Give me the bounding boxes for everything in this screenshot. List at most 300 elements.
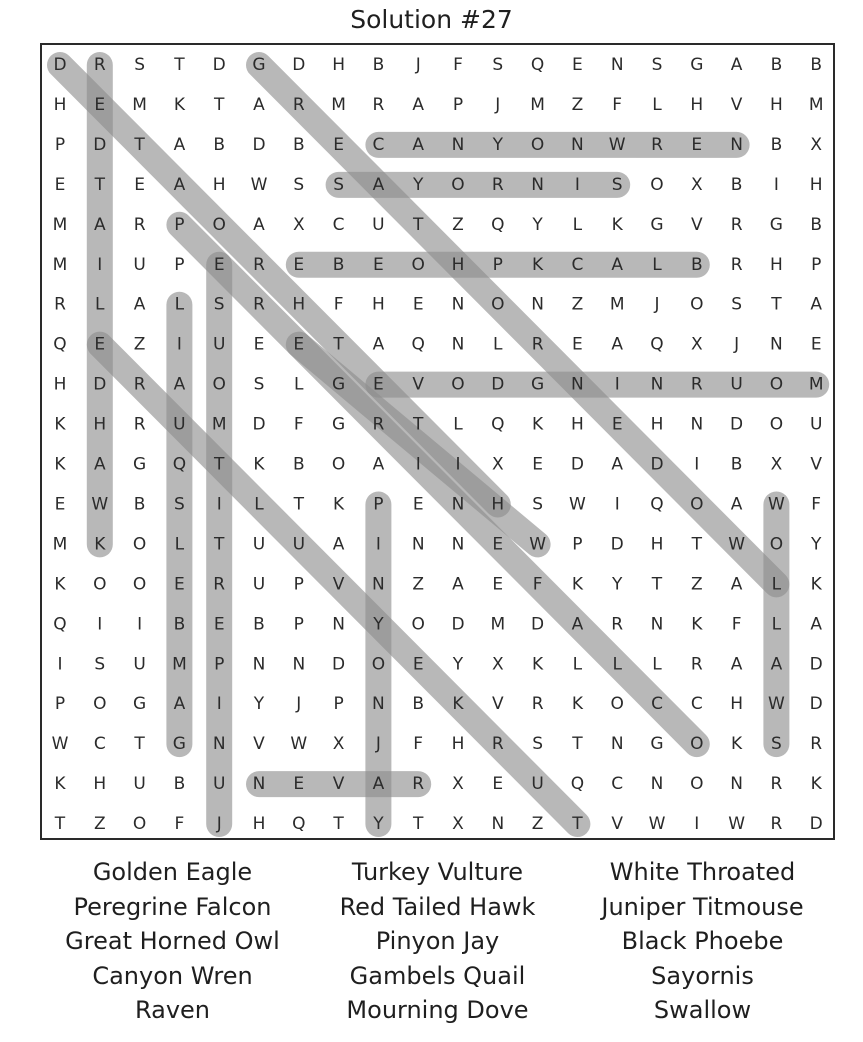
- grid-letter: W: [728, 534, 746, 555]
- grid-letter: F: [413, 734, 424, 755]
- grid-letter: Q: [411, 334, 425, 355]
- grid-letter: M: [132, 94, 147, 115]
- grid-letter: V: [412, 374, 425, 395]
- grid-letter: H: [93, 414, 107, 435]
- grid-letter: N: [451, 494, 465, 515]
- grid-letter: I: [773, 174, 779, 195]
- grid-letter: B: [292, 134, 305, 155]
- grid-letter: V: [491, 694, 504, 715]
- grid-letter: G: [650, 734, 664, 755]
- grid-letter: K: [532, 254, 544, 275]
- grid-letter: O: [411, 614, 425, 635]
- grid-letter: V: [690, 214, 703, 235]
- grid-letter: E: [94, 334, 106, 355]
- grid-letter: N: [650, 374, 664, 395]
- word-list-column-2: [305, 855, 570, 1028]
- grid-letter: G: [690, 55, 704, 75]
- word-item: Pinyon Jay: [375, 927, 500, 955]
- grid-letter: R: [491, 174, 504, 195]
- grid-letter: X: [690, 174, 703, 195]
- grid-letter: M: [808, 94, 824, 115]
- grid-letter: O: [451, 174, 465, 195]
- grid-letter: O: [491, 294, 505, 315]
- grid-letter: R: [770, 814, 783, 835]
- grid-letter: A: [730, 654, 743, 675]
- grid-letter: N: [292, 654, 306, 675]
- grid-letter: S: [651, 55, 663, 75]
- grid-letter: K: [452, 694, 464, 715]
- grid-letter: N: [571, 134, 584, 155]
- grid-letter: M: [808, 374, 824, 395]
- grid-letter: X: [491, 654, 504, 675]
- grid-letter: W: [51, 734, 69, 755]
- grid-letter: U: [372, 214, 385, 235]
- grid-letter: B: [810, 55, 823, 75]
- grid-letter: O: [93, 574, 107, 595]
- grid-letter: P: [452, 94, 464, 115]
- grid-letter: K: [54, 414, 66, 435]
- grid-letter: S: [611, 174, 623, 195]
- word-item: Juniper Titmouse: [601, 892, 804, 921]
- grid-letter: N: [491, 814, 505, 835]
- grid-letter: Q: [491, 214, 505, 235]
- word-list-column-3: [570, 855, 835, 1028]
- grid-letter: P: [174, 254, 185, 275]
- grid-letter: B: [292, 454, 305, 475]
- word-list: [40, 855, 835, 1028]
- grid-letter: G: [172, 734, 186, 755]
- grid-letter: D: [212, 55, 226, 75]
- grid-letter: W: [91, 494, 109, 515]
- grid-letter: R: [133, 374, 146, 395]
- grid-letter: H: [770, 94, 783, 115]
- grid-letter: F: [811, 494, 822, 515]
- grid-letter: P: [333, 694, 344, 715]
- grid-letter: L: [652, 94, 662, 115]
- grid-letter: A: [372, 174, 385, 195]
- grid-letter: E: [94, 94, 106, 115]
- word-item: Red Tailed Hawk: [339, 892, 536, 921]
- grid-letter: R: [253, 294, 265, 315]
- grid-letter: A: [372, 774, 385, 795]
- grid-letter: R: [54, 294, 66, 315]
- grid-letter: Z: [93, 814, 106, 835]
- grid-letter: R: [770, 774, 783, 795]
- grid-letter: H: [690, 94, 704, 115]
- grid-letter: E: [412, 494, 424, 515]
- grid-letter: A: [611, 454, 624, 475]
- grid-letter: S: [532, 494, 543, 515]
- grid-letter: I: [574, 174, 580, 195]
- grid-letter: T: [691, 534, 702, 555]
- grid-letter: A: [332, 534, 345, 555]
- grid-letter: R: [372, 414, 385, 435]
- grid-letter: N: [650, 774, 664, 795]
- grid-letter: C: [372, 134, 385, 155]
- grid-letter: K: [54, 454, 66, 475]
- grid-letter: R: [93, 55, 106, 75]
- word-item: Mourning Dove: [346, 996, 529, 1024]
- grid-letter: K: [54, 574, 66, 595]
- grid-letter: O: [610, 694, 624, 715]
- grid-letter: F: [453, 55, 463, 75]
- grid-letter: K: [333, 494, 345, 515]
- grid-letter: N: [411, 534, 425, 555]
- grid-letter: P: [811, 254, 822, 275]
- grid-letter: S: [213, 294, 225, 315]
- grid-letter: U: [133, 774, 146, 795]
- grid-letter: P: [214, 654, 225, 675]
- grid-letter: N: [212, 734, 226, 755]
- grid-letter: R: [651, 134, 663, 155]
- grid-letter: R: [133, 214, 146, 235]
- grid-letter: I: [97, 254, 103, 275]
- grid-letter: E: [54, 174, 66, 195]
- grid-letter: L: [612, 654, 622, 675]
- word-item: Canyon Wren: [92, 961, 253, 990]
- grid-letter: T: [54, 814, 66, 835]
- grid-letter: T: [214, 534, 225, 555]
- grid-letter: T: [771, 294, 782, 315]
- grid-letter: E: [572, 55, 583, 75]
- grid-letter: U: [252, 534, 266, 555]
- word-item: Golden Eagle: [92, 858, 253, 886]
- grid-letter: H: [53, 94, 67, 115]
- grid-letter: E: [691, 134, 703, 155]
- grid-letter: O: [690, 774, 704, 795]
- grid-letter: L: [174, 534, 185, 555]
- grid-letter: O: [769, 534, 784, 555]
- grid-letter: Y: [492, 134, 503, 155]
- grid-letter: H: [451, 254, 465, 275]
- grid-letter: X: [770, 454, 783, 475]
- grid-letter: N: [451, 534, 465, 555]
- grid-letter: D: [491, 374, 505, 395]
- grid-letter: A: [611, 334, 624, 355]
- grid-letter: L: [771, 614, 782, 635]
- grid-letter: J: [654, 294, 660, 315]
- grid-letter: A: [810, 614, 823, 635]
- grid-letter: A: [452, 574, 464, 595]
- grid-letter: K: [94, 534, 106, 555]
- word-item: Peregrine Falcon: [73, 892, 272, 921]
- grid-letter: E: [174, 574, 185, 595]
- grid-letter: H: [372, 294, 385, 315]
- grid-letter: R: [730, 214, 743, 235]
- grid-letter: H: [809, 174, 823, 195]
- grid-letter: P: [54, 134, 66, 155]
- grid-letter: I: [216, 694, 222, 715]
- grid-letter: H: [212, 174, 226, 195]
- grid-letter: N: [372, 694, 385, 715]
- grid-letter: G: [332, 374, 346, 395]
- grid-letter: L: [95, 294, 105, 315]
- grid-letter: N: [531, 294, 544, 315]
- word-list-column-1: [40, 855, 305, 1028]
- grid-letter: N: [690, 414, 704, 435]
- grid-letter: D: [332, 654, 346, 675]
- grid-letter: Z: [452, 214, 464, 235]
- grid-letter: V: [253, 734, 265, 755]
- grid-letter: N: [730, 774, 743, 795]
- grid-letter: T: [174, 55, 185, 75]
- grid-letter: O: [371, 654, 386, 675]
- grid-letter: K: [253, 454, 265, 475]
- grid-letter: E: [293, 774, 305, 795]
- grid-letter: K: [173, 94, 185, 115]
- grid-letter: I: [455, 454, 461, 475]
- word-item: White Throated: [609, 858, 796, 886]
- grid-letter: A: [770, 654, 783, 675]
- grid-letter: B: [173, 614, 186, 635]
- grid-letter: B: [690, 254, 703, 275]
- grid-letter: D: [252, 134, 266, 155]
- grid-letter: K: [611, 214, 623, 235]
- word-item: Swallow: [653, 996, 752, 1024]
- grid-letter: D: [809, 654, 823, 675]
- grid-letter: W: [767, 494, 785, 515]
- grid-letter: H: [252, 814, 266, 835]
- grid-letter: Q: [292, 814, 306, 835]
- grid-letter: Q: [491, 414, 505, 435]
- grid-letter: A: [253, 94, 265, 115]
- grid-letter: O: [331, 454, 346, 475]
- grid-letter: F: [174, 814, 185, 835]
- grid-letter: T: [134, 134, 145, 155]
- grid-letter: O: [411, 254, 425, 275]
- grid-letter: F: [333, 294, 344, 315]
- grid-letter: N: [531, 174, 544, 195]
- grid-letter: C: [332, 214, 345, 235]
- grid-letter: K: [731, 734, 743, 755]
- grid-letter: L: [453, 414, 463, 435]
- word-item: Black Phoebe: [621, 927, 784, 955]
- grid-letter: F: [731, 614, 742, 635]
- grid-letter: J: [375, 734, 381, 755]
- grid-letter: N: [610, 55, 624, 75]
- grid-letter: L: [652, 654, 662, 675]
- grid-letter: S: [532, 734, 543, 755]
- grid-letter: R: [491, 734, 504, 755]
- grid-letter: B: [372, 55, 385, 75]
- grid-letter: B: [173, 774, 186, 795]
- grid-letter: A: [93, 454, 106, 475]
- grid-letter: B: [133, 494, 146, 515]
- grid-letter: C: [651, 694, 663, 715]
- grid-letter: A: [173, 694, 186, 715]
- grid-letter: I: [614, 494, 620, 515]
- grid-letter: Z: [412, 574, 425, 595]
- grid-letter: O: [451, 374, 465, 395]
- grid-letter: K: [691, 614, 703, 635]
- grid-letter: T: [94, 174, 105, 195]
- grid-letter: M: [172, 654, 187, 675]
- grid-letter: S: [174, 494, 185, 515]
- grid-letter: W: [290, 734, 308, 755]
- grid-letter: X: [491, 454, 504, 475]
- grid-letter: Y: [413, 174, 424, 195]
- grid-letter: A: [730, 494, 743, 515]
- grid-letter: D: [809, 694, 823, 715]
- grid-letter: V: [810, 454, 823, 475]
- grid-letter: A: [611, 254, 624, 275]
- grid-letter: W: [608, 134, 626, 155]
- grid-letter: Q: [172, 454, 187, 475]
- grid-letter: R: [531, 334, 544, 355]
- grid-letter: A: [93, 214, 106, 235]
- grid-letter: K: [532, 414, 544, 435]
- grid-letter: E: [572, 334, 583, 355]
- grid-letter: N: [332, 614, 345, 635]
- grid-letter: E: [134, 174, 145, 195]
- grid-letter: O: [690, 734, 704, 755]
- grid-letter: X: [452, 814, 464, 835]
- grid-letter: U: [531, 774, 544, 795]
- grid-letter: F: [612, 94, 623, 115]
- grid-letter: N: [252, 654, 266, 675]
- grid-letter: N: [571, 374, 584, 395]
- grid-letter: T: [413, 814, 424, 835]
- grid-letter: T: [214, 454, 225, 475]
- grid-letter: Y: [373, 814, 384, 835]
- word-item: Sayornis: [651, 961, 754, 990]
- grid-letter: S: [771, 734, 782, 755]
- grid-letter: X: [690, 334, 703, 355]
- grid-letter: R: [611, 614, 624, 635]
- grid-letter: R: [253, 254, 265, 275]
- grid-letter: T: [572, 814, 583, 835]
- grid-letter: O: [690, 294, 704, 315]
- grid-letter: A: [173, 374, 186, 395]
- grid-letter: A: [730, 574, 743, 595]
- grid-letter: R: [730, 254, 743, 275]
- grid-letter: M: [609, 294, 625, 315]
- grid-letter: X: [810, 134, 823, 155]
- grid-letter: J: [734, 334, 740, 355]
- grid-letter: D: [93, 134, 107, 155]
- grid-letter: N: [252, 774, 266, 795]
- grid-letter: L: [493, 334, 503, 355]
- grid-letter: A: [810, 294, 823, 315]
- grid-letter: C: [690, 694, 703, 715]
- grid-letter: M: [52, 214, 68, 235]
- grid-letter: M: [52, 534, 68, 555]
- grid-letter: P: [492, 254, 503, 275]
- grid-letter: O: [132, 534, 147, 555]
- grid-letter: I: [694, 814, 700, 835]
- grid-letter: M: [211, 414, 227, 435]
- grid-letter: M: [530, 94, 545, 115]
- grid-letter: W: [648, 814, 666, 835]
- grid-letter: J: [495, 94, 501, 115]
- grid-letter: A: [253, 214, 265, 235]
- grid-letter: E: [293, 334, 305, 355]
- word-item: Turkey Vulture: [351, 858, 524, 886]
- grid-letter: E: [333, 134, 344, 155]
- grid-letter: N: [372, 574, 385, 595]
- grid-letter: E: [810, 334, 822, 355]
- grid-letter: W: [250, 174, 268, 195]
- grid-letter: N: [730, 134, 743, 155]
- grid-letter: C: [93, 734, 106, 755]
- grid-letter: L: [174, 294, 185, 315]
- grid-letter: K: [810, 574, 822, 595]
- grid-letter: E: [54, 494, 66, 515]
- grid-letter: B: [213, 134, 226, 155]
- grid-letter: S: [94, 654, 106, 675]
- word-item: Raven: [134, 996, 211, 1024]
- grid-letter: P: [174, 214, 185, 235]
- grid-letter: I: [176, 334, 182, 355]
- grid-letter: J: [296, 694, 302, 715]
- grid-letter: A: [173, 134, 186, 155]
- grid-letter: Y: [612, 574, 623, 595]
- grid-letter: U: [730, 374, 743, 395]
- grid-letter: D: [252, 414, 266, 435]
- grid-letter: B: [770, 134, 783, 155]
- grid-letter: A: [730, 55, 743, 75]
- grid-letter: O: [132, 814, 147, 835]
- grid-letter: Q: [530, 55, 545, 75]
- grid-letter: M: [331, 94, 346, 115]
- grid-letter: H: [491, 494, 505, 515]
- grid-letter: Q: [53, 334, 67, 355]
- grid-letter: Q: [570, 774, 585, 795]
- grid-letter: H: [571, 414, 584, 435]
- grid-letter: K: [810, 774, 822, 795]
- grid-letter: O: [212, 214, 226, 235]
- grid-letter: W: [767, 694, 785, 715]
- grid-letter: N: [610, 734, 624, 755]
- grid-letter: R: [372, 94, 385, 115]
- grid-letter: G: [252, 55, 266, 75]
- grid-letter: N: [451, 134, 465, 155]
- grid-letter: T: [413, 214, 424, 235]
- grid-letter: S: [293, 174, 305, 195]
- grid-letter: Z: [133, 334, 146, 355]
- grid-letter: E: [611, 414, 623, 435]
- grid-letter: O: [212, 374, 226, 395]
- grid-letter: N: [650, 614, 664, 635]
- grid-letter: N: [770, 334, 783, 355]
- grid-letter: H: [451, 734, 465, 755]
- grid-letter: J: [216, 814, 222, 835]
- grid-letter: E: [492, 534, 504, 555]
- grid-letter: W: [529, 534, 547, 555]
- grid-letter: H: [332, 55, 345, 75]
- grid-letter: A: [571, 614, 584, 635]
- grid-letter: Q: [53, 614, 67, 635]
- grid-letter: I: [216, 494, 222, 515]
- grid-letter: L: [652, 254, 662, 275]
- grid-letter: D: [531, 614, 545, 635]
- grid-letter: O: [769, 414, 784, 435]
- grid-letter: R: [133, 414, 146, 435]
- grid-letter: V: [332, 774, 345, 795]
- grid-letter: S: [731, 294, 742, 315]
- grid-letter: E: [492, 774, 504, 795]
- grid-letter: H: [770, 254, 783, 275]
- puzzle-title: Solution #27: [350, 5, 513, 34]
- grid-letter: N: [451, 294, 465, 315]
- grid-letter: D: [730, 414, 744, 435]
- grid-letter: E: [253, 334, 265, 355]
- grid-letter: A: [412, 134, 425, 155]
- grid-letter: E: [532, 454, 543, 475]
- word-item: Gambels Quail: [349, 961, 526, 990]
- grid-letter: Y: [532, 214, 543, 235]
- grid-letter: U: [292, 534, 306, 555]
